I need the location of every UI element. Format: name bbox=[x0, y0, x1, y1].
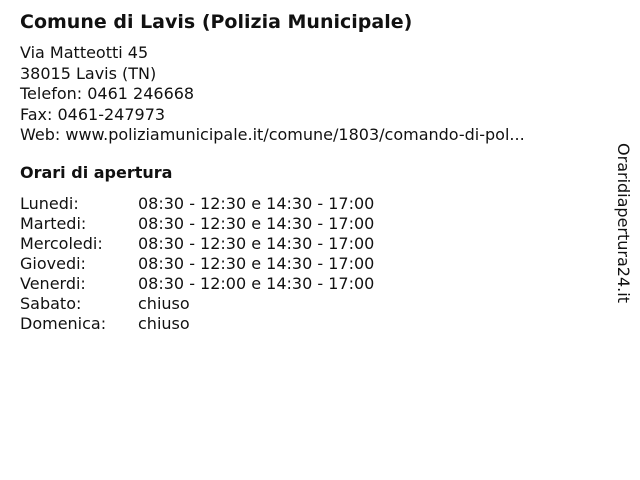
address-block bbox=[20, 43, 525, 146]
site-watermark: Oraridiapertura24.it bbox=[614, 143, 633, 303]
address-phone: Telefon: 0461 246668 bbox=[20, 84, 195, 103]
hours-time: 08:30 - 12:30 e 14:30 - 17:00 bbox=[138, 254, 375, 273]
hours-time: 08:30 - 12:00 e 14:30 - 17:00 bbox=[138, 274, 375, 293]
address-fax: Fax: 0461-247973 bbox=[20, 104, 166, 124]
hours-day: Venerdi: bbox=[20, 274, 86, 293]
hours-day: Domenica: bbox=[20, 314, 107, 333]
hours-day: Mercoledi: bbox=[20, 234, 103, 253]
hours-time: chiuso bbox=[138, 314, 190, 333]
hours-day: Giovedi: bbox=[20, 254, 86, 273]
hours-time: 08:30 - 12:30 e 14:30 - 17:00 bbox=[138, 214, 375, 233]
hours-time: 08:30 - 12:30 e 14:30 - 17:00 bbox=[138, 234, 375, 253]
address-street: Via Matteotti 45 bbox=[20, 43, 149, 62]
hours-day: Sabato: bbox=[20, 294, 82, 313]
hours-time: chiuso bbox=[138, 294, 190, 313]
hours-heading: Orari di apertura bbox=[20, 163, 173, 182]
hours-time: 08:30 - 12:30 e 14:30 - 17:00 bbox=[138, 194, 375, 213]
hours-day: Lunedi: bbox=[20, 194, 79, 213]
address-web: Web: www.poliziamunicipale.it/comune/1803/comando-di-pol... bbox=[20, 125, 525, 144]
hours-day: Martedi: bbox=[20, 214, 87, 233]
address-city: 38015 Lavis (TN) bbox=[20, 63, 157, 83]
page-title: Comune di Lavis (Polizia Municipale) bbox=[20, 11, 413, 33]
